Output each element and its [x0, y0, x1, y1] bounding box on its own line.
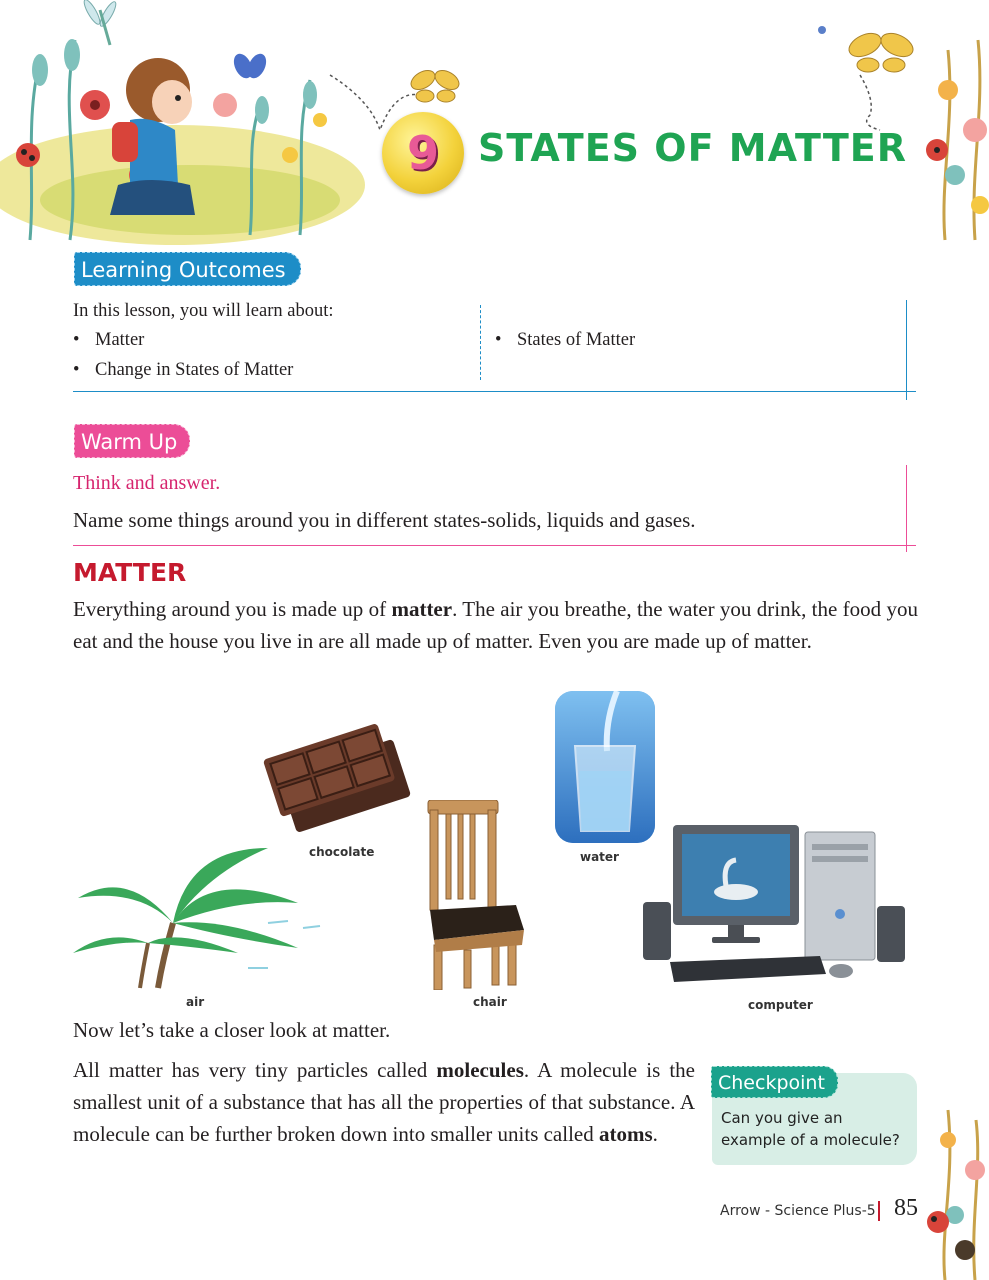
list-item-label: Change in States of Matter — [95, 360, 294, 380]
caption-chocolate: chocolate — [309, 845, 375, 859]
list-item-label: Matter — [95, 330, 145, 350]
air-palm-tree-image — [68, 828, 330, 990]
flowers-right — [926, 40, 989, 240]
section-heading-matter: MATTER — [73, 558, 187, 587]
chapter-title: STATES OF MATTER — [478, 126, 907, 170]
butterfly-icon — [230, 51, 269, 81]
checkpoint-tab: Checkpoint — [711, 1066, 838, 1098]
learning-outcomes-rule-vertical — [906, 300, 907, 400]
matter-paragraph-1: Everything around you is made up of matter. The air you breathe, the water you drink, the food you eat and the house you live in are all made up of matter. Even you are made up of matter. — [73, 597, 918, 653]
caption-air: air — [186, 995, 205, 1009]
matter-paragraph-2: Now let’s take a closer look at matter. — [73, 1018, 391, 1042]
caption-computer: computer — [748, 998, 813, 1012]
chapter-header-illustration — [0, 0, 989, 245]
learning-outcomes-list-1 — [73, 330, 293, 390]
list-item: • Matter — [73, 330, 145, 350]
footer-book-title: Arrow - Science Plus-5 — [720, 1203, 876, 1219]
warm-up-rule — [73, 545, 916, 546]
chair-image — [424, 800, 528, 990]
learning-outcomes-tab: Learning Outcomes — [74, 252, 301, 286]
chocolate-image — [262, 718, 412, 840]
dragonfly-icon — [82, 0, 119, 45]
page-number: 85 — [894, 1195, 918, 1221]
column-divider — [480, 305, 481, 380]
water-image — [555, 691, 655, 843]
footer-separator — [878, 1201, 880, 1221]
computer-image — [640, 822, 910, 987]
warm-up-prompt: Think and answer. — [73, 472, 221, 494]
learning-outcomes-rule — [73, 391, 916, 392]
list-item: • States of Matter — [495, 330, 636, 350]
checkpoint-question: Can you give an example of a molecule? — [721, 1109, 900, 1149]
warm-up-rule-vertical — [906, 465, 907, 552]
moth-icon-right — [845, 29, 916, 72]
caption-water: water — [580, 850, 619, 864]
moth-icon — [408, 67, 463, 102]
footer-flowers-illustration — [920, 1100, 989, 1280]
learning-outcomes-intro: In this lesson, you will learn about: — [73, 301, 334, 321]
matter-paragraph-3: All matter has very tiny particles called molecules. A molecule is the smallest unit of a substance that has all the properties of that substance. A molecule can be further broken down into smaller units called atoms. — [73, 1058, 695, 1146]
caption-chair: chair — [473, 995, 507, 1009]
learning-outcomes-list-2 — [495, 330, 635, 351]
list-item-label: States of Matter — [517, 330, 636, 350]
chapter-number: 9 — [406, 126, 439, 180]
ladybug-icon — [16, 143, 40, 167]
list-item: • Change in States of Matter — [73, 360, 294, 380]
warm-up-question: Name some things around you in different states-solids, liquids and gases. — [73, 508, 696, 532]
warm-up-tab: Warm Up — [74, 424, 190, 458]
